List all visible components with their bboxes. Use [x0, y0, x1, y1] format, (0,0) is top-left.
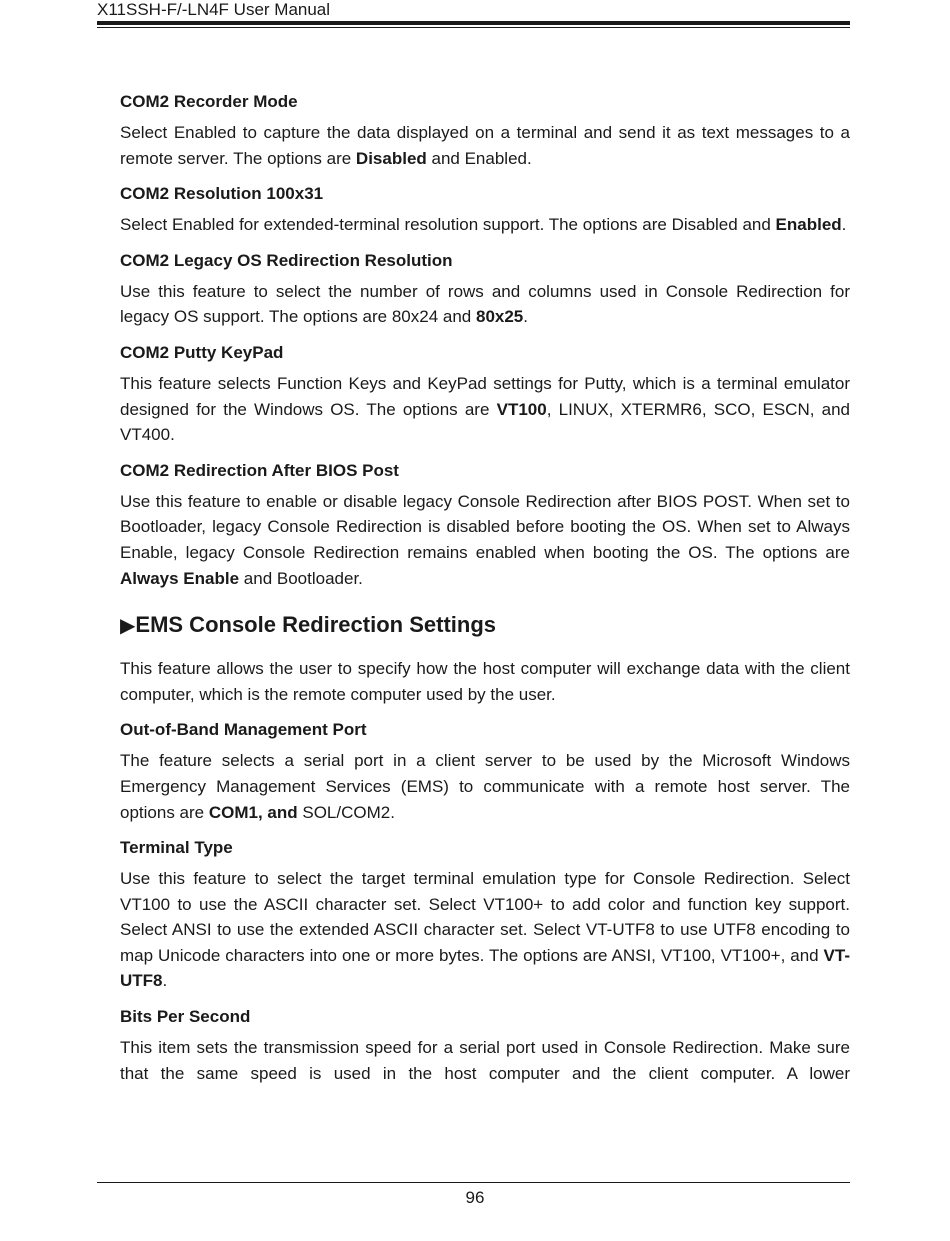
- section-com2-putty-keypad: [120, 343, 850, 448]
- section-heading: COM2 Redirection After BIOS Post: [120, 460, 399, 480]
- section-heading: COM2 Putty KeyPad: [120, 342, 284, 362]
- triangle-marker-icon: ▶: [120, 615, 136, 638]
- page-number: 96: [465, 1188, 485, 1207]
- section-terminal-type: [120, 838, 850, 994]
- section-bits-per-second: [120, 1007, 850, 1086]
- header-rule-thin: [97, 27, 850, 28]
- section-heading: Out-of-Band Management Port: [120, 720, 367, 740]
- section-com2-legacy-os-redirection: [120, 251, 850, 330]
- footer-rule: [97, 1182, 850, 1183]
- section-heading: Bits Per Second: [120, 1007, 251, 1027]
- major-heading-text: EMS Console Redirection Settings: [135, 612, 496, 638]
- section-paragraph: Use this feature to select the number of rows and columns used in Console Redirection for legacy OS support. The options are 80x24 and 80x25.: [120, 281, 850, 327]
- running-header-title: X11SSH-F/-LN4F User Manual: [97, 0, 331, 19]
- section-out-of-band-management-port: [120, 720, 850, 825]
- major-heading: [120, 611, 850, 640]
- section-paragraph: Select Enabled to capture the data displayed on a terminal and send it as text messages to a remote server. The options are Disabled and Enabled.: [120, 123, 850, 168]
- section-paragraph: This feature selects Function Keys and KeyPad settings for Putty, which is a terminal emulator designed for the Windows OS. The options are VT100, LINUX, XTERMR6, SCO, ESCN, and VT400.: [120, 373, 850, 445]
- section-heading: COM2 Recorder Mode: [120, 92, 298, 111]
- section-ems-console-redirection: [120, 611, 850, 707]
- header-rule-thick: [97, 21, 850, 25]
- section-com2-recorder-mode: [120, 92, 850, 171]
- section-paragraph: The feature selects a serial port in a client server to be used by the Microsoft Windows Emergency Management Services (EMS) to communicate with a remote host server. The options are COM1, and SOL/COM2.: [120, 751, 850, 822]
- section-heading: COM2 Resolution 100x31: [120, 184, 324, 204]
- section-paragraph: This item sets the transmission speed for a serial port used in Console Redirection. Make sure that the same speed is used in the host computer and the client computer. A lower: [120, 1038, 850, 1083]
- section-com2-resolution: [120, 184, 850, 238]
- section-paragraph: Use this feature to select the target terminal emulation type for Console Redirection. Select VT100 to use the ASCII character set. Select VT100+ to add color and function key support. Select ANSI to use the extended ASCII character set. Select VT-UTF8 to use UTF8 encoding to map Unicode characters into one or more bytes. The options are ANSI, VT100, VT100+, and VT-UTF8.: [120, 869, 850, 991]
- section-heading: Terminal Type: [120, 838, 233, 858]
- page-body: [120, 92, 850, 1086]
- section-paragraph: Use this feature to enable or disable legacy Console Redirection after BIOS POST. When set to Bootloader, legacy Console Redirection is disabled before booting the OS. When set to Always Enable, legacy Console Redirection remains enabled when booting the OS. The options are Always Enable and Bootloader.: [120, 491, 850, 588]
- section-heading: COM2 Legacy OS Redirection Resolution: [120, 250, 453, 270]
- section-paragraph: Select Enabled for extended-terminal resolution support. The options are Disabled and Enabled.: [120, 215, 847, 235]
- section-com2-redirection-after-bios-post: [120, 461, 850, 591]
- ems-intro-paragraph: This feature allows the user to specify how the host computer will exchange data with the client computer, which is the remote computer used by the user.: [120, 659, 850, 704]
